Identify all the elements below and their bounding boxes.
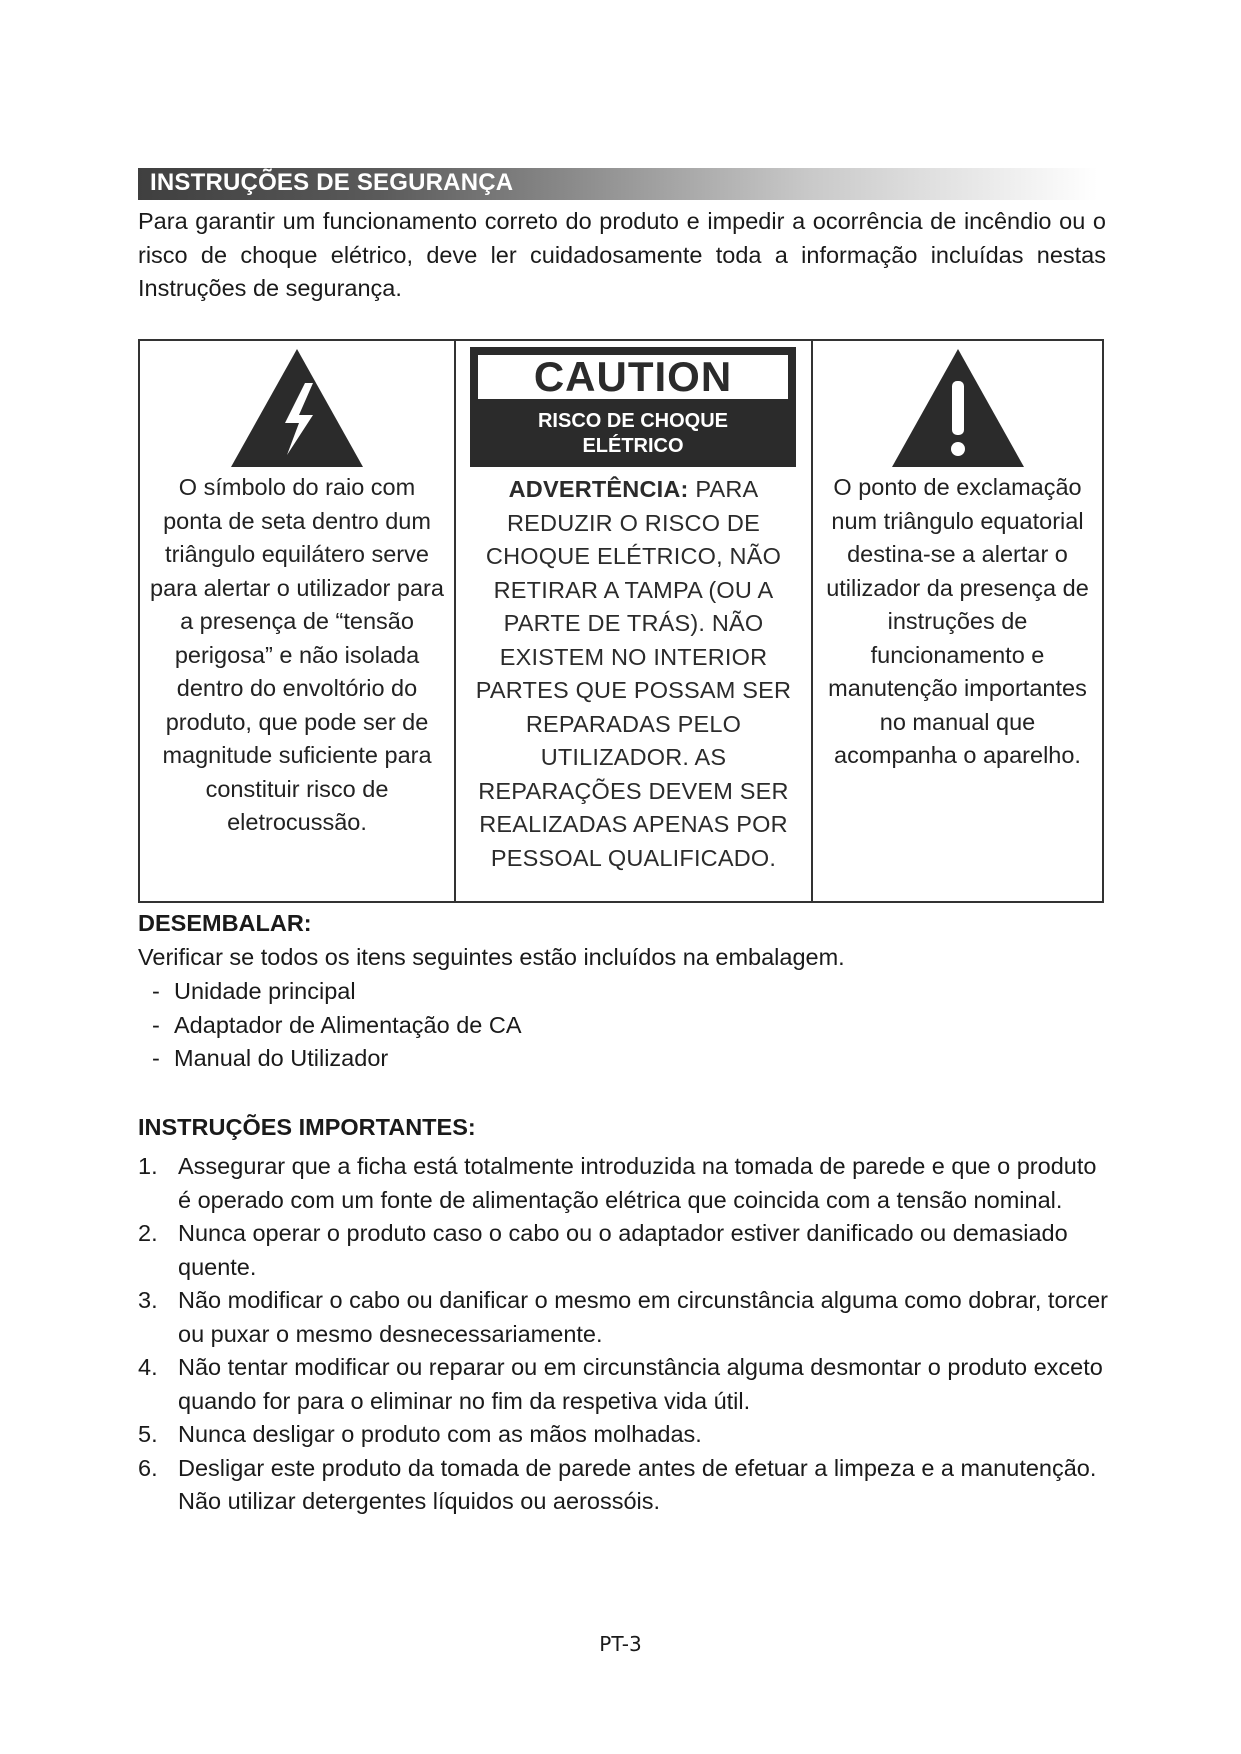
advertencia-label: ADVERTÊNCIA: [508,476,689,502]
caution-label-box [470,347,796,467]
intro-paragraph: Para garantir um funcionamento correto do produto e impedir a ocorrência de incêndio ou o risco de choque elétrico, deve ler cuidadosamente toda a informação incluídas nestas Instruções de segurança. [138,208,1106,301]
list-item: 4. Não tentar modificar ou reparar ou em circunstância alguma desmontar o produto exceto quando for para o eliminar no fim da respetiva vida útil. [138,1354,1103,1414]
list-item: - Adaptador de Alimentação de CA [152,1009,522,1043]
list-item: - Unidade principal [152,975,522,1009]
section-title: INSTRUÇÕES DE SEGURANÇA [150,169,514,196]
caution-title: CAUTION [533,353,733,400]
important-heading: INSTRUÇÕES IMPORTANTES: [138,1114,476,1140]
caution-subtitle: RISCO DE CHOQUE ELÉTRICO [537,410,729,457]
section-header [138,168,1098,200]
list-item: 5. Nunca desligar o produto com as mãos molhadas. [138,1421,702,1447]
lightning-warning-icon [229,347,365,469]
page-number: PT-3 [599,1632,642,1656]
exclamation-column [813,341,1102,901]
caution-column [456,341,813,901]
list-item: 1. Assegurar que a ficha está totalmente introduzida na tomada de parede e que o produto é operado com um fonte de alimentação elétrica que coincida com a tensão nominal. [138,1153,1097,1213]
advertencia-text [456,473,811,875]
important-list [138,1150,1110,1519]
list-item: 2. Nunca operar o produto caso o cabo ou o adaptador estiver danificado ou demasiado quente. [138,1220,1068,1280]
exclamation-description: O ponto de exclamação num triângulo equatorial destina-se a alertar o utilizador da presença de instruções de funcionamento e manutenção importantes no manual que acompanha o aparelho. [826,474,1089,768]
unpack-text: Verificar se todos os itens seguintes estão incluídos na embalagem. [138,944,845,970]
exclamation-warning-icon [890,347,1026,469]
advertencia-body: PARA REDUZIR O RISCO DE CHOQUE ELÉTRICO, NÃO RETIRAR A TAMPA (OU A PARTE DE TRÁS). NÃO EXISTEM NO INTERIOR PARTES QUE POSSAM SER REPARADAS PELO UTILIZADOR. AS REPARAÇÕES DEVEM SER REALIZADAS APENAS POR PESSOAL QUALIFICADO. [475,476,792,871]
list-item: - Manual do Utilizador [152,1042,522,1076]
list-item: 3. Não modificar o cabo ou danificar o mesmo em circunstância alguma como dobrar, torcer ou puxar o mesmo desnecessariamente. [138,1287,1108,1347]
list-item: 6. Desligar este produto da tomada de parede antes de efetuar a limpeza e a manutenção. Não utilizar detergentes líquidos ou aerossóis. [138,1454,1097,1514]
lightning-description: O símbolo do raio com ponta de seta dentro dum triângulo equilátero serve para alertar o utilizador para a presença de “tensão perigosa” e não isolada dentro do envoltório do produto, que pode ser de magnitude suficiente para constituir risco de eletrocussão. [150,474,444,835]
unpack-heading: DESEMBALAR: [138,910,312,936]
unpack-list [152,975,522,1076]
lightning-column [140,341,456,901]
warning-symbols-table [138,339,1104,903]
